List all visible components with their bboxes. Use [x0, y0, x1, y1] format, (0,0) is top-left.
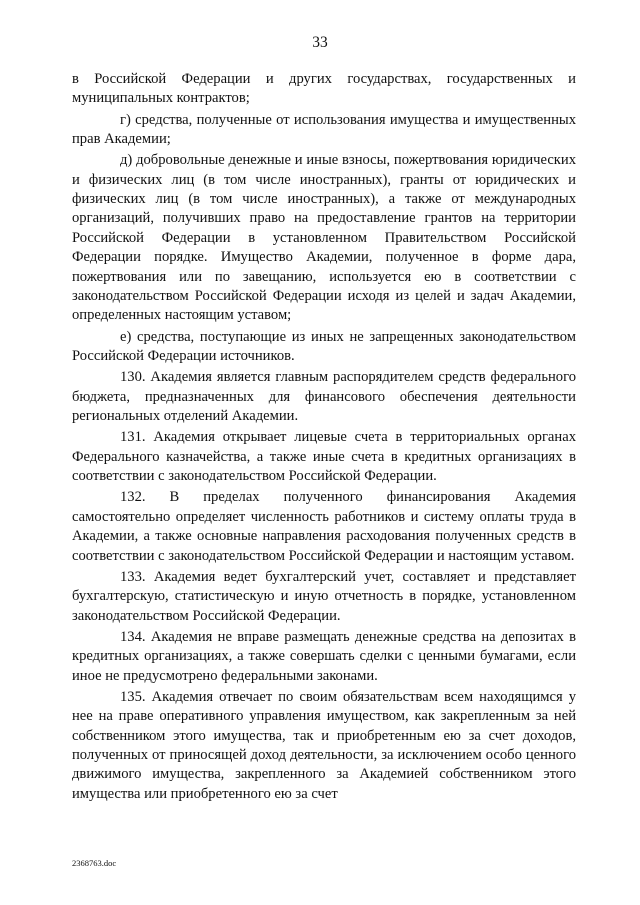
paragraph-continuation: в Российской Федерации и других государствах, государственных и муниципальных контрактов; [72, 71, 576, 107]
paragraph-130: 130. Академия является главным распорядителем средств федерального бюджета, предназначенных для финансового обеспечения деятельности региональных отделений Академии. [72, 369, 576, 425]
paragraph-item-e: е) средства, поступающие из иных не запрещенных законодательством Российской Федерации источников. [72, 328, 576, 365]
paragraph-item-d: д) добровольные денежные и иные взносы, пожертвования юридических и физических лиц (в том числе иностранных), гранты от юридических и физических лиц (в том числе иностранных), а также от международных организаций, получивших право на предоставление грантов на территории Российской Федерации в установленном Правительством Российской Федерации порядке. Имущество Академии, полученное в форме дара, пожертвования или по завещанию, используется ею в соответствии с законодательством Российской Федерации исходя из целей и задач Академии, определенных настоящим уставом; [72, 152, 576, 324]
paragraph-131: 131. Академия открывает лицевые счета в территориальных органах Федерального казначейства, а также иные счета в кредитных организациях в соответствии с законодательством Российской Федерации. [72, 429, 576, 485]
page-number: 33 [312, 34, 328, 51]
paragraph-134: 134. Академия не вправе размещать денежные средства на депозитах в кредитных организациях, а также совершать сделки с ценными бумагами, если иное не предусмотрено федеральными законами. [72, 628, 576, 684]
paragraph-item-g: г) средства, полученные от использования имущества и имущественных прав Академии; [72, 111, 576, 148]
paragraph-132: 132. В пределах полученного финансирования Академия самостоятельно определяет численность работников и систему оплаты труда в Академии, а также основные направления расходования полученных средств в соответствии с законодательством Российской Федерации и настоящим уставом. [72, 489, 576, 564]
document-body [72, 70, 576, 806]
paragraph-133: 133. Академия ведет бухгалтерский учет, составляет и представляет бухгалтерскую, статистическую и иную отчетность в порядке, установленном законодательством Российской Федерации. [72, 568, 576, 624]
paragraph-135: 135. Академия отвечает по своим обязательствам всем находящимся у нее на праве оперативного управления имуществом, как закрепленным за ней собственником этого имущества, так и приобретенным ею за счет доходов, полученных от приносящей доход деятельности, за исключением особо ценного движимого имущества, закрепленного за Академией собственником этого имущества или приобретенного ею за счет [72, 688, 576, 802]
document-file-code: 2368763.doc [72, 858, 117, 868]
